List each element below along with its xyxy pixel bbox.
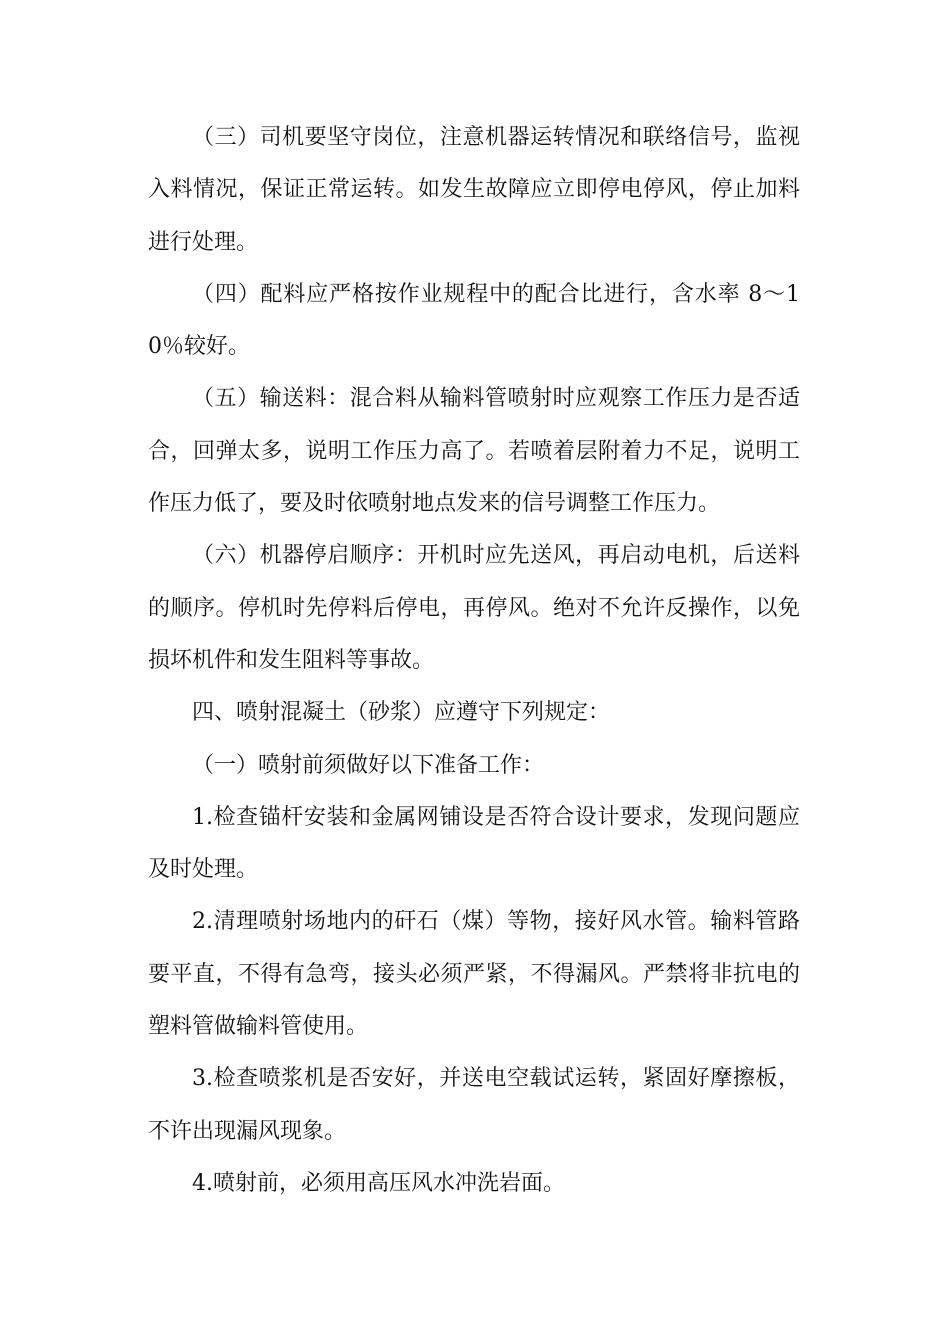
list-item-check-machine: 3.检查喷浆机是否安好，并送电空载试运转，紧固好摩擦板，不许出现漏风现象。 xyxy=(148,1066,800,1144)
subsection-heading-preparation: （一）喷射前须做好以下准备工作： xyxy=(192,752,545,778)
paragraph-conveying: （五）输送料：混合料从输料管喷射时应观察工作压力是否适合，回弹太多，说明工作压力高了。若喷着层附着力不足，说明工作压力低了，要及时依喷射地点发来的信号调整工作压力。 xyxy=(148,386,800,517)
paragraph-driver-duty: （三）司机要坚守岗位，注意机器运转情况和联络信号，监视入料情况，保证正常运转。如发生故障应立即停电停风，停止加料进行处理。 xyxy=(148,125,800,255)
list-item-check-anchors: 1.检查锚杆安装和金属网铺设是否符合设计要求，发现问题应及时处理。 xyxy=(148,804,800,883)
list-item-clear-site: 2.清理喷射场地内的矸石（煤）等物，接好风水管。输料管路要平直，不得有急弯，接头必须严紧，不得漏风。严禁将非抗电的塑料管做输料管使用。 xyxy=(148,909,800,1040)
list-item-flush-rock: 4.喷射前，必须用高压风水冲洗岩面。 xyxy=(192,1170,565,1196)
document-body xyxy=(148,112,800,1210)
section-heading-shotcrete-rules: 四、喷射混凝土（砂浆）应遵守下列规定： xyxy=(192,700,611,726)
paragraph-mix-ratio: （四）配料应严格按作业规程中的配合比进行，含水率 8～10％较好。 xyxy=(148,281,800,360)
paragraph-start-stop-order: （六）机器停启顺序：开机时应先送风，再启动电机，后送料的顺序。停机时先停料后停电，再停风。绝对不允许反操作，以免损坏机件和发生阻料等事故。 xyxy=(148,543,800,673)
